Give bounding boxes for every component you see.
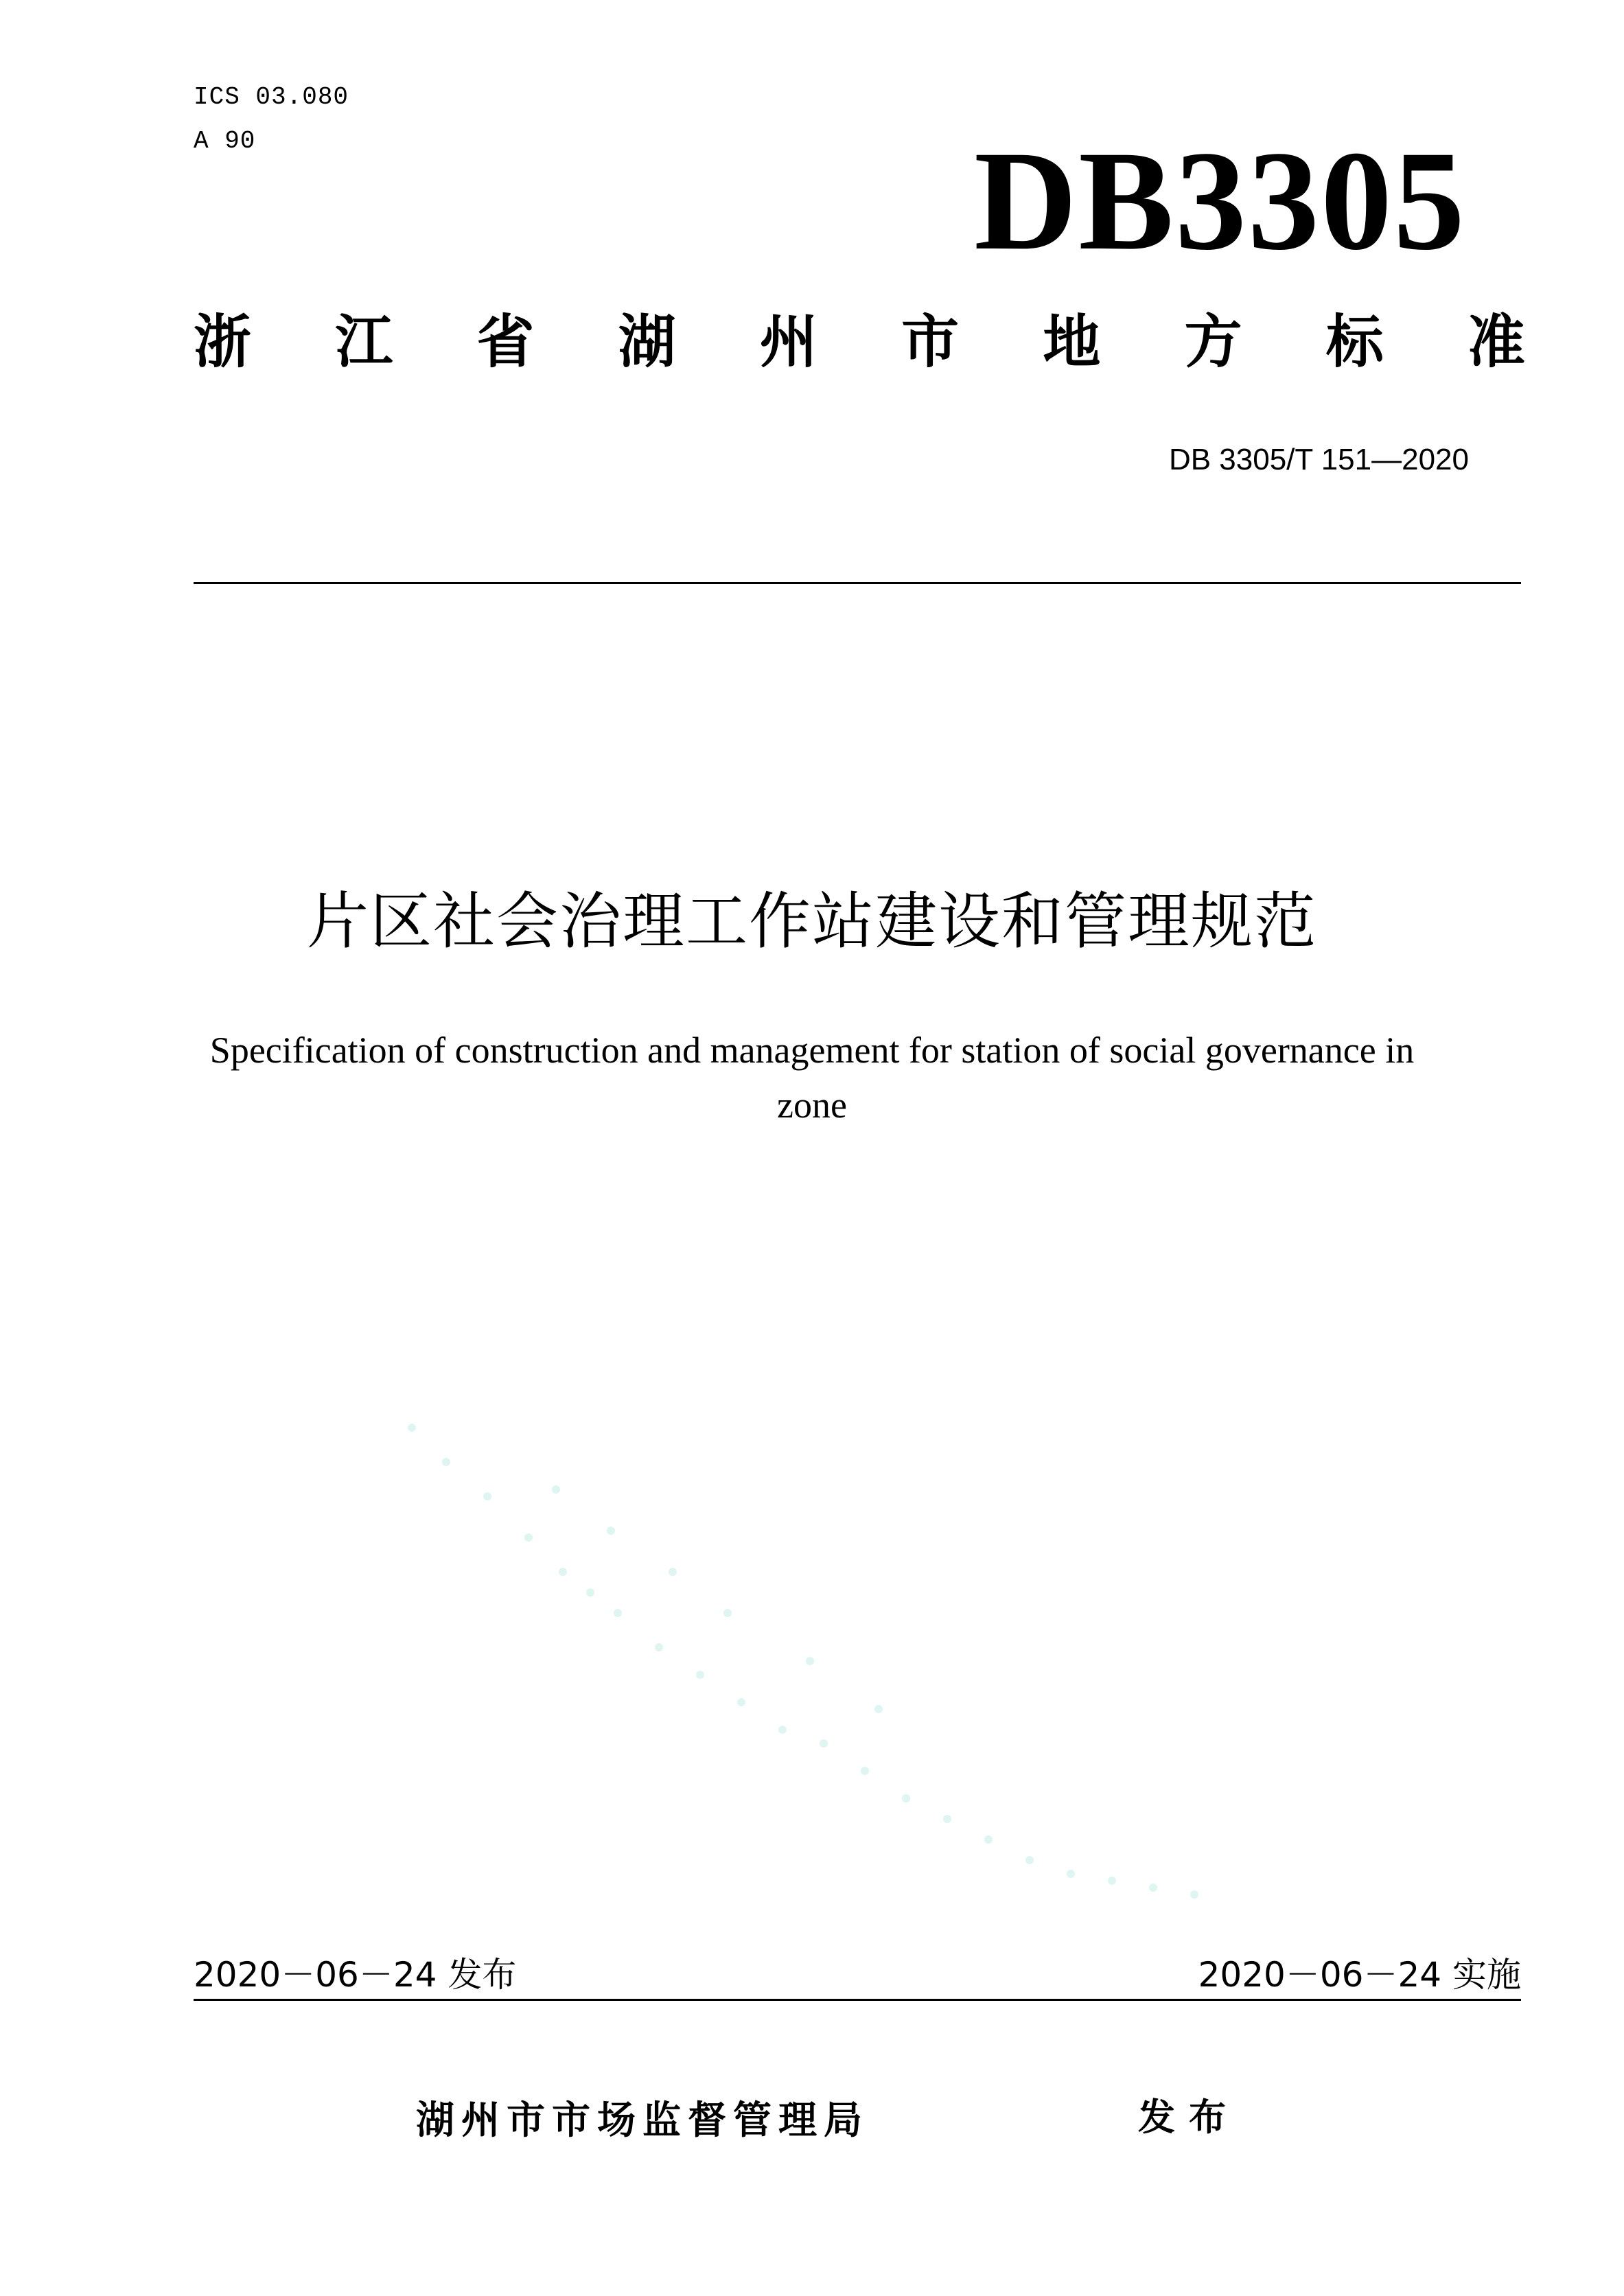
header-divider: [194, 582, 1521, 584]
watermark-dot: [442, 1458, 450, 1466]
standard-class-char: 州: [759, 308, 817, 375]
document-title-en: [158, 1023, 1466, 1133]
watermark-dot: [483, 1492, 491, 1500]
ics-code: ICS 03.080: [194, 83, 349, 111]
standard-class-char: 方: [1184, 308, 1242, 375]
watermark-dot: [669, 1568, 677, 1576]
watermark-dot: [984, 1835, 993, 1844]
standard-class-char: 地: [1043, 308, 1101, 375]
standard-class-title: [194, 308, 1525, 375]
watermark-dot: [607, 1527, 615, 1535]
watermark-dot: [778, 1726, 787, 1734]
issue-date: 2020－06－24 发布: [194, 1955, 517, 1995]
watermark-dot: [1067, 1870, 1075, 1878]
standard-class-char: 市: [901, 308, 960, 375]
watermark-dot: [614, 1609, 622, 1617]
faint-watermark: [384, 1387, 1277, 1908]
watermark-dot: [559, 1568, 567, 1576]
watermark-dot: [1108, 1877, 1116, 1885]
watermark-dot: [723, 1609, 732, 1617]
watermark-dot: [820, 1739, 828, 1748]
standard-logo: DB3305: [974, 121, 1466, 279]
watermark-dot: [737, 1698, 745, 1706]
watermark-dots: [408, 1424, 1198, 1899]
watermark-dot: [943, 1815, 951, 1823]
watermark-dot: [552, 1485, 560, 1494]
standard-number: DB 3305/T 151—2020: [1168, 443, 1469, 476]
standard-class-char: 江: [335, 308, 393, 375]
standard-class-char: 浙: [194, 308, 252, 375]
implementation-date: 2020－06－24 实施: [1198, 1955, 1521, 1995]
standard-class-char: 标: [1325, 308, 1384, 375]
watermark-dot: [696, 1671, 704, 1679]
watermark-dot: [524, 1533, 533, 1542]
watermark-dot: [1149, 1883, 1157, 1892]
standard-class-char: 省: [476, 308, 535, 375]
watermark-dot: [1025, 1856, 1034, 1864]
watermark-dot: [586, 1588, 594, 1597]
watermark-dot: [874, 1705, 883, 1713]
watermark-dot: [861, 1767, 869, 1775]
watermark-dot: [902, 1794, 910, 1802]
issue-label: 发布: [1138, 2096, 1240, 2139]
watermark-dot: [655, 1643, 663, 1651]
footer-divider: [194, 1999, 1521, 2001]
watermark-dot: [806, 1657, 814, 1665]
watermark-dot: [408, 1424, 416, 1432]
issuing-authority: 湖州市市场监督管理局: [416, 2098, 869, 2143]
title-en-line-1: Specification of construction and management for station of social governance in: [209, 1030, 1415, 1071]
standard-class-char: 湖: [618, 308, 676, 375]
category-code: A 90: [194, 127, 256, 155]
standard-class-char: 准: [1467, 308, 1525, 375]
title-en-line-2: zone: [777, 1085, 847, 1126]
watermark-dot: [1190, 1890, 1198, 1899]
document-title-cn: 片区社会治理工作站建设和管理规范: [307, 885, 1317, 958]
